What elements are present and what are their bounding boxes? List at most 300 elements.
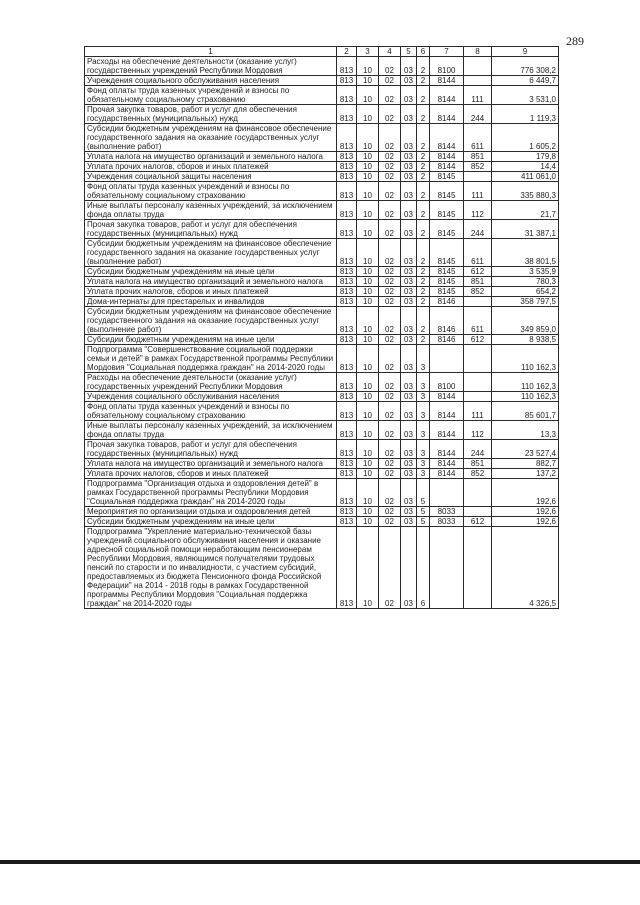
code-cell: 112 xyxy=(464,201,492,220)
code-cell: 813 xyxy=(337,76,357,86)
code-cell: 03 xyxy=(401,402,417,421)
code-cell: 02 xyxy=(379,182,401,201)
table-row xyxy=(85,335,559,345)
code-cell: 10 xyxy=(357,172,379,182)
code-cell: 8145 xyxy=(430,267,464,277)
table-body xyxy=(85,57,559,609)
amount-cell: 110 162,3 xyxy=(492,345,559,373)
code-cell: 03 xyxy=(401,267,417,277)
code-cell: 03 xyxy=(401,201,417,220)
code-cell: 8145 xyxy=(430,287,464,297)
item-name: Прочая закупка товаров, работ и услуг для обеспечения государственных (муниципальных) нужд xyxy=(85,220,337,239)
amount-cell: 8 938,5 xyxy=(492,335,559,345)
code-cell: 2 xyxy=(417,182,430,201)
amount-cell: 179,8 xyxy=(492,152,559,162)
code-cell: 10 xyxy=(357,277,379,287)
code-cell xyxy=(464,76,492,86)
code-cell: 8146 xyxy=(430,335,464,345)
code-cell: 8144 xyxy=(430,392,464,402)
code-cell xyxy=(430,527,464,609)
code-cell: 3 xyxy=(417,345,430,373)
code-cell xyxy=(464,345,492,373)
table-row xyxy=(85,297,559,307)
code-cell: 813 xyxy=(337,392,357,402)
code-cell: 244 xyxy=(464,440,492,459)
item-name: Субсидии бюджетным учреждениям на иные цели xyxy=(85,517,337,527)
item-name: Мероприятия по организации отдыха и оздоровления детей xyxy=(85,507,337,517)
code-cell: 813 xyxy=(337,277,357,287)
code-cell: 03 xyxy=(401,277,417,287)
code-cell: 2 xyxy=(417,162,430,172)
code-cell: 02 xyxy=(379,267,401,277)
code-cell: 03 xyxy=(401,440,417,459)
code-cell: 10 xyxy=(357,57,379,76)
code-cell xyxy=(464,57,492,76)
item-name: Субсидии бюджетным учреждениям на финансовое обеспечение государственного задания на оказание государственных услуг (выполнение работ) xyxy=(85,307,337,335)
amount-cell: 192,6 xyxy=(492,507,559,517)
code-cell: 03 xyxy=(401,345,417,373)
amount-cell: 85 601,7 xyxy=(492,402,559,421)
code-cell: 813 xyxy=(337,440,357,459)
amount-cell: 3 535,9 xyxy=(492,267,559,277)
table-row xyxy=(85,277,559,287)
table-row xyxy=(85,307,559,335)
code-cell: 2 xyxy=(417,152,430,162)
code-cell: 03 xyxy=(401,105,417,124)
code-cell: 02 xyxy=(379,469,401,479)
amount-cell: 192,6 xyxy=(492,479,559,507)
code-cell: 8145 xyxy=(430,201,464,220)
code-cell: 03 xyxy=(401,392,417,402)
amount-cell: 4 326,5 xyxy=(492,527,559,609)
code-cell: 10 xyxy=(357,152,379,162)
amount-cell: 776 308,2 xyxy=(492,57,559,76)
code-cell: 813 xyxy=(337,152,357,162)
code-cell: 813 xyxy=(337,527,357,609)
code-cell: 02 xyxy=(379,201,401,220)
code-cell: 02 xyxy=(379,373,401,392)
code-cell: 2 xyxy=(417,335,430,345)
header-cell: 7 xyxy=(430,47,464,57)
code-cell: 10 xyxy=(357,162,379,172)
code-cell: 02 xyxy=(379,517,401,527)
code-cell: 10 xyxy=(357,402,379,421)
code-cell: 2 xyxy=(417,277,430,287)
amount-cell: 14,4 xyxy=(492,162,559,172)
code-cell: 111 xyxy=(464,402,492,421)
amount-cell: 358 797,5 xyxy=(492,297,559,307)
item-name: Прочая закупка товаров, работ и услуг для обеспечения государственных (муниципальных) нужд xyxy=(85,440,337,459)
code-cell: 851 xyxy=(464,277,492,287)
code-cell: 02 xyxy=(379,440,401,459)
code-cell: 8144 xyxy=(430,162,464,172)
code-cell: 813 xyxy=(337,469,357,479)
item-name: Уплата прочих налогов, сборов и иных платежей xyxy=(85,162,337,172)
code-cell: 3 xyxy=(417,421,430,440)
table-row xyxy=(85,479,559,507)
header-cell: 3 xyxy=(357,47,379,57)
code-cell: 10 xyxy=(357,220,379,239)
code-cell: 612 xyxy=(464,267,492,277)
code-cell: 813 xyxy=(337,479,357,507)
code-cell: 8144 xyxy=(430,76,464,86)
code-cell: 02 xyxy=(379,277,401,287)
code-cell: 5 xyxy=(417,517,430,527)
code-cell: 02 xyxy=(379,287,401,297)
code-cell: 2 xyxy=(417,239,430,267)
table-row xyxy=(85,201,559,220)
code-cell: 2 xyxy=(417,307,430,335)
code-cell: 03 xyxy=(401,172,417,182)
code-cell: 813 xyxy=(337,421,357,440)
code-cell: 02 xyxy=(379,220,401,239)
code-cell: 6 xyxy=(417,527,430,609)
code-cell: 02 xyxy=(379,527,401,609)
item-name: Подпрограмма "Укрепление материально-технической базы учреждений социального обслуживания населения и оказание адресной социальной помощи неработающим пенсионерам Республики Мордовия, являющимся получателями трудовых пенсий по старости и по инвалидности, с участием субсидий, предоставляемых из бюджета Пенсионного фонда Российской Федерации" на 2014 - 2018 годы в рамках Государственной программы Республики Мордовия "Социальная поддержка граждан" на 2014-2020 годы xyxy=(85,527,337,609)
code-cell: 8100 xyxy=(430,373,464,392)
code-cell: 611 xyxy=(464,239,492,267)
header-cell: 9 xyxy=(492,47,559,57)
code-cell: 612 xyxy=(464,335,492,345)
code-cell: 8145 xyxy=(430,220,464,239)
item-name: Иные выплаты персоналу казенных учреждений, за исключением фонда оплаты труда xyxy=(85,421,337,440)
code-cell: 02 xyxy=(379,239,401,267)
code-cell: 8144 xyxy=(430,152,464,162)
code-cell: 10 xyxy=(357,527,379,609)
code-cell: 813 xyxy=(337,162,357,172)
code-cell: 8145 xyxy=(430,182,464,201)
amount-cell: 411 061,0 xyxy=(492,172,559,182)
code-cell: 10 xyxy=(357,267,379,277)
header-cell: 2 xyxy=(337,47,357,57)
amount-cell: 192,6 xyxy=(492,517,559,527)
amount-cell: 3 531,0 xyxy=(492,86,559,105)
code-cell: 813 xyxy=(337,307,357,335)
code-cell: 8145 xyxy=(430,172,464,182)
code-cell: 02 xyxy=(379,297,401,307)
code-cell xyxy=(464,392,492,402)
code-cell: 02 xyxy=(379,421,401,440)
code-cell: 8033 xyxy=(430,507,464,517)
code-cell: 2 xyxy=(417,57,430,76)
code-cell: 03 xyxy=(401,152,417,162)
item-name: Фонд оплаты труда казенных учреждений и взносы по обязательному социальному страхованию xyxy=(85,402,337,421)
code-cell: 851 xyxy=(464,459,492,469)
table-row xyxy=(85,287,559,297)
item-name: Уплата налога на имущество организаций и земельного налога xyxy=(85,459,337,469)
bottom-rule xyxy=(0,860,640,864)
code-cell: 02 xyxy=(379,507,401,517)
amount-cell: 780,3 xyxy=(492,277,559,287)
code-cell: 8144 xyxy=(430,459,464,469)
code-cell: 10 xyxy=(357,469,379,479)
code-cell: 5 xyxy=(417,479,430,507)
code-cell: 03 xyxy=(401,182,417,201)
code-cell: 03 xyxy=(401,479,417,507)
code-cell: 8100 xyxy=(430,57,464,76)
code-cell: 8033 xyxy=(430,517,464,527)
item-name: Расходы на обеспечение деятельности (оказание услуг) государственных учреждений Республики Мордовия xyxy=(85,57,337,76)
code-cell: 10 xyxy=(357,201,379,220)
code-cell: 813 xyxy=(337,287,357,297)
table-row xyxy=(85,392,559,402)
code-cell: 851 xyxy=(464,152,492,162)
table-row xyxy=(85,421,559,440)
code-cell: 3 xyxy=(417,469,430,479)
code-cell: 813 xyxy=(337,517,357,527)
code-cell: 02 xyxy=(379,152,401,162)
code-cell: 611 xyxy=(464,124,492,152)
code-cell: 813 xyxy=(337,201,357,220)
code-cell: 111 xyxy=(464,86,492,105)
header-row xyxy=(85,47,559,57)
code-cell: 10 xyxy=(357,182,379,201)
code-cell: 02 xyxy=(379,124,401,152)
code-cell: 813 xyxy=(337,239,357,267)
amount-cell: 882,7 xyxy=(492,459,559,469)
code-cell: 10 xyxy=(357,86,379,105)
code-cell: 244 xyxy=(464,220,492,239)
code-cell: 8144 xyxy=(430,402,464,421)
table-row xyxy=(85,172,559,182)
budget-table xyxy=(84,46,559,609)
code-cell: 3 xyxy=(417,440,430,459)
header-cell: 5 xyxy=(401,47,417,57)
amount-cell: 110 162,3 xyxy=(492,373,559,392)
code-cell: 5 xyxy=(417,507,430,517)
code-cell: 03 xyxy=(401,527,417,609)
code-cell: 8144 xyxy=(430,421,464,440)
header-cell: 6 xyxy=(417,47,430,57)
code-cell: 10 xyxy=(357,373,379,392)
amount-cell: 110 162,3 xyxy=(492,392,559,402)
code-cell: 03 xyxy=(401,335,417,345)
amount-cell: 21,7 xyxy=(492,201,559,220)
code-cell: 03 xyxy=(401,76,417,86)
code-cell: 02 xyxy=(379,162,401,172)
code-cell: 813 xyxy=(337,507,357,517)
code-cell: 2 xyxy=(417,201,430,220)
item-name: Субсидии бюджетным учреждениям на финансовое обеспечение государственного задания на оказание государственных услуг (выполнение работ) xyxy=(85,239,337,267)
code-cell xyxy=(464,479,492,507)
code-cell: 10 xyxy=(357,76,379,86)
item-name: Подпрограмма "Организация отдыха и оздоровления детей" в рамках Государственной программы Республики Мордовия "Социальная поддержка граждан" на 2014-2020 годы xyxy=(85,479,337,507)
amount-cell: 23 527,4 xyxy=(492,440,559,459)
code-cell: 10 xyxy=(357,459,379,469)
code-cell: 02 xyxy=(379,76,401,86)
table-row xyxy=(85,182,559,201)
item-name: Субсидии бюджетным учреждениям на иные цели xyxy=(85,267,337,277)
code-cell: 813 xyxy=(337,345,357,373)
item-name: Уплата налога на имущество организаций и земельного налога xyxy=(85,277,337,287)
code-cell: 10 xyxy=(357,479,379,507)
item-name: Расходы на обеспечение деятельности (оказание услуг) государственных учреждений Республики Мордовия xyxy=(85,373,337,392)
code-cell: 10 xyxy=(357,307,379,335)
table-row xyxy=(85,402,559,421)
code-cell: 8145 xyxy=(430,277,464,287)
code-cell: 813 xyxy=(337,335,357,345)
code-cell: 02 xyxy=(379,57,401,76)
amount-cell: 1 605,2 xyxy=(492,124,559,152)
code-cell: 03 xyxy=(401,469,417,479)
item-name: Фонд оплаты труда казенных учреждений и взносы по обязательному социальному страхованию xyxy=(85,182,337,201)
code-cell: 2 xyxy=(417,105,430,124)
code-cell: 03 xyxy=(401,239,417,267)
code-cell: 8144 xyxy=(430,105,464,124)
amount-cell: 13,3 xyxy=(492,421,559,440)
code-cell: 813 xyxy=(337,459,357,469)
item-name: Подпрограмма "Совершенствование социальной поддержки семьи и детей" в рамках Государственной программы Республики Мордовия "Социальная поддержка граждан" на 2014-2020 годы xyxy=(85,345,337,373)
code-cell: 2 xyxy=(417,86,430,105)
code-cell xyxy=(430,479,464,507)
code-cell: 813 xyxy=(337,220,357,239)
table-row xyxy=(85,57,559,76)
item-name: Субсидии бюджетным учреждениям на иные цели xyxy=(85,335,337,345)
code-cell: 10 xyxy=(357,105,379,124)
code-cell: 112 xyxy=(464,421,492,440)
code-cell: 852 xyxy=(464,469,492,479)
code-cell: 03 xyxy=(401,162,417,172)
item-name: Учреждения социального обслуживания населения xyxy=(85,392,337,402)
code-cell: 3 xyxy=(417,373,430,392)
amount-cell: 6 449,7 xyxy=(492,76,559,86)
code-cell: 2 xyxy=(417,287,430,297)
code-cell: 03 xyxy=(401,517,417,527)
code-cell: 10 xyxy=(357,287,379,297)
amount-cell: 335 880,3 xyxy=(492,182,559,201)
code-cell: 813 xyxy=(337,86,357,105)
code-cell: 10 xyxy=(357,124,379,152)
code-cell: 813 xyxy=(337,57,357,76)
code-cell: 8146 xyxy=(430,307,464,335)
item-name: Учреждения социального обслуживания населения xyxy=(85,76,337,86)
code-cell: 2 xyxy=(417,220,430,239)
table-row xyxy=(85,517,559,527)
item-name: Иные выплаты персоналу казенных учреждений, за исключением фонда оплаты труда xyxy=(85,201,337,220)
amount-cell: 349 859,0 xyxy=(492,307,559,335)
page-number: 289 xyxy=(566,34,584,48)
code-cell xyxy=(430,345,464,373)
code-cell: 10 xyxy=(357,507,379,517)
item-name: Уплата прочих налогов, сборов и иных платежей xyxy=(85,287,337,297)
table-row xyxy=(85,239,559,267)
table-row xyxy=(85,105,559,124)
item-name: Уплата прочих налогов, сборов и иных платежей xyxy=(85,469,337,479)
table-row xyxy=(85,152,559,162)
code-cell: 02 xyxy=(379,345,401,373)
table-row xyxy=(85,345,559,373)
code-cell: 813 xyxy=(337,373,357,392)
code-cell: 02 xyxy=(379,459,401,469)
code-cell: 813 xyxy=(337,402,357,421)
amount-cell: 654,2 xyxy=(492,287,559,297)
code-cell: 10 xyxy=(357,297,379,307)
code-cell: 03 xyxy=(401,507,417,517)
code-cell: 10 xyxy=(357,335,379,345)
code-cell: 02 xyxy=(379,335,401,345)
code-cell: 611 xyxy=(464,307,492,335)
code-cell: 02 xyxy=(379,307,401,335)
code-cell: 10 xyxy=(357,345,379,373)
code-cell: 813 xyxy=(337,297,357,307)
table-row xyxy=(85,76,559,86)
code-cell: 8144 xyxy=(430,86,464,105)
code-cell xyxy=(464,297,492,307)
code-cell: 8146 xyxy=(430,297,464,307)
code-cell: 03 xyxy=(401,421,417,440)
code-cell: 10 xyxy=(357,517,379,527)
code-cell: 03 xyxy=(401,307,417,335)
code-cell: 3 xyxy=(417,459,430,469)
code-cell: 03 xyxy=(401,86,417,105)
header-cell: 4 xyxy=(379,47,401,57)
item-name: Фонд оплаты труда казенных учреждений и взносы по обязательному социальному страхованию xyxy=(85,86,337,105)
code-cell: 02 xyxy=(379,402,401,421)
item-name: Дома-интернаты для престарелых и инвалидов xyxy=(85,297,337,307)
table-row xyxy=(85,220,559,239)
code-cell: 813 xyxy=(337,124,357,152)
code-cell: 03 xyxy=(401,220,417,239)
code-cell xyxy=(464,507,492,517)
code-cell xyxy=(464,172,492,182)
code-cell: 10 xyxy=(357,392,379,402)
code-cell: 02 xyxy=(379,105,401,124)
code-cell: 2 xyxy=(417,172,430,182)
code-cell: 02 xyxy=(379,86,401,105)
amount-cell: 31 387,1 xyxy=(492,220,559,239)
amount-cell: 38 801,5 xyxy=(492,239,559,267)
item-name: Прочая закупка товаров, работ и услуг для обеспечения государственных (муниципальных) нужд xyxy=(85,105,337,124)
code-cell: 2 xyxy=(417,267,430,277)
table-row xyxy=(85,440,559,459)
code-cell: 244 xyxy=(464,105,492,124)
code-cell: 8144 xyxy=(430,124,464,152)
code-cell: 03 xyxy=(401,297,417,307)
code-cell: 03 xyxy=(401,373,417,392)
amount-cell: 1 119,3 xyxy=(492,105,559,124)
code-cell: 02 xyxy=(379,479,401,507)
table-row xyxy=(85,459,559,469)
table-row xyxy=(85,124,559,152)
table-row xyxy=(85,162,559,172)
code-cell: 8144 xyxy=(430,469,464,479)
code-cell: 03 xyxy=(401,124,417,152)
code-cell: 03 xyxy=(401,57,417,76)
code-cell: 3 xyxy=(417,402,430,421)
code-cell xyxy=(464,527,492,609)
code-cell: 10 xyxy=(357,421,379,440)
code-cell: 02 xyxy=(379,392,401,402)
header-cell: 8 xyxy=(464,47,492,57)
table-row xyxy=(85,373,559,392)
code-cell: 10 xyxy=(357,239,379,267)
amount-cell: 137,2 xyxy=(492,469,559,479)
code-cell: 852 xyxy=(464,162,492,172)
table-row xyxy=(85,507,559,517)
code-cell: 813 xyxy=(337,267,357,277)
code-cell: 3 xyxy=(417,392,430,402)
code-cell: 2 xyxy=(417,76,430,86)
code-cell: 03 xyxy=(401,459,417,469)
table-row xyxy=(85,86,559,105)
item-name: Учреждения социальной защиты населения xyxy=(85,172,337,182)
table-row xyxy=(85,267,559,277)
code-cell: 813 xyxy=(337,105,357,124)
code-cell: 03 xyxy=(401,287,417,297)
code-cell: 2 xyxy=(417,124,430,152)
item-name: Субсидии бюджетным учреждениям на финансовое обеспечение государственного задания на оказание государственных услуг (выполнение работ) xyxy=(85,124,337,152)
code-cell: 10 xyxy=(357,440,379,459)
